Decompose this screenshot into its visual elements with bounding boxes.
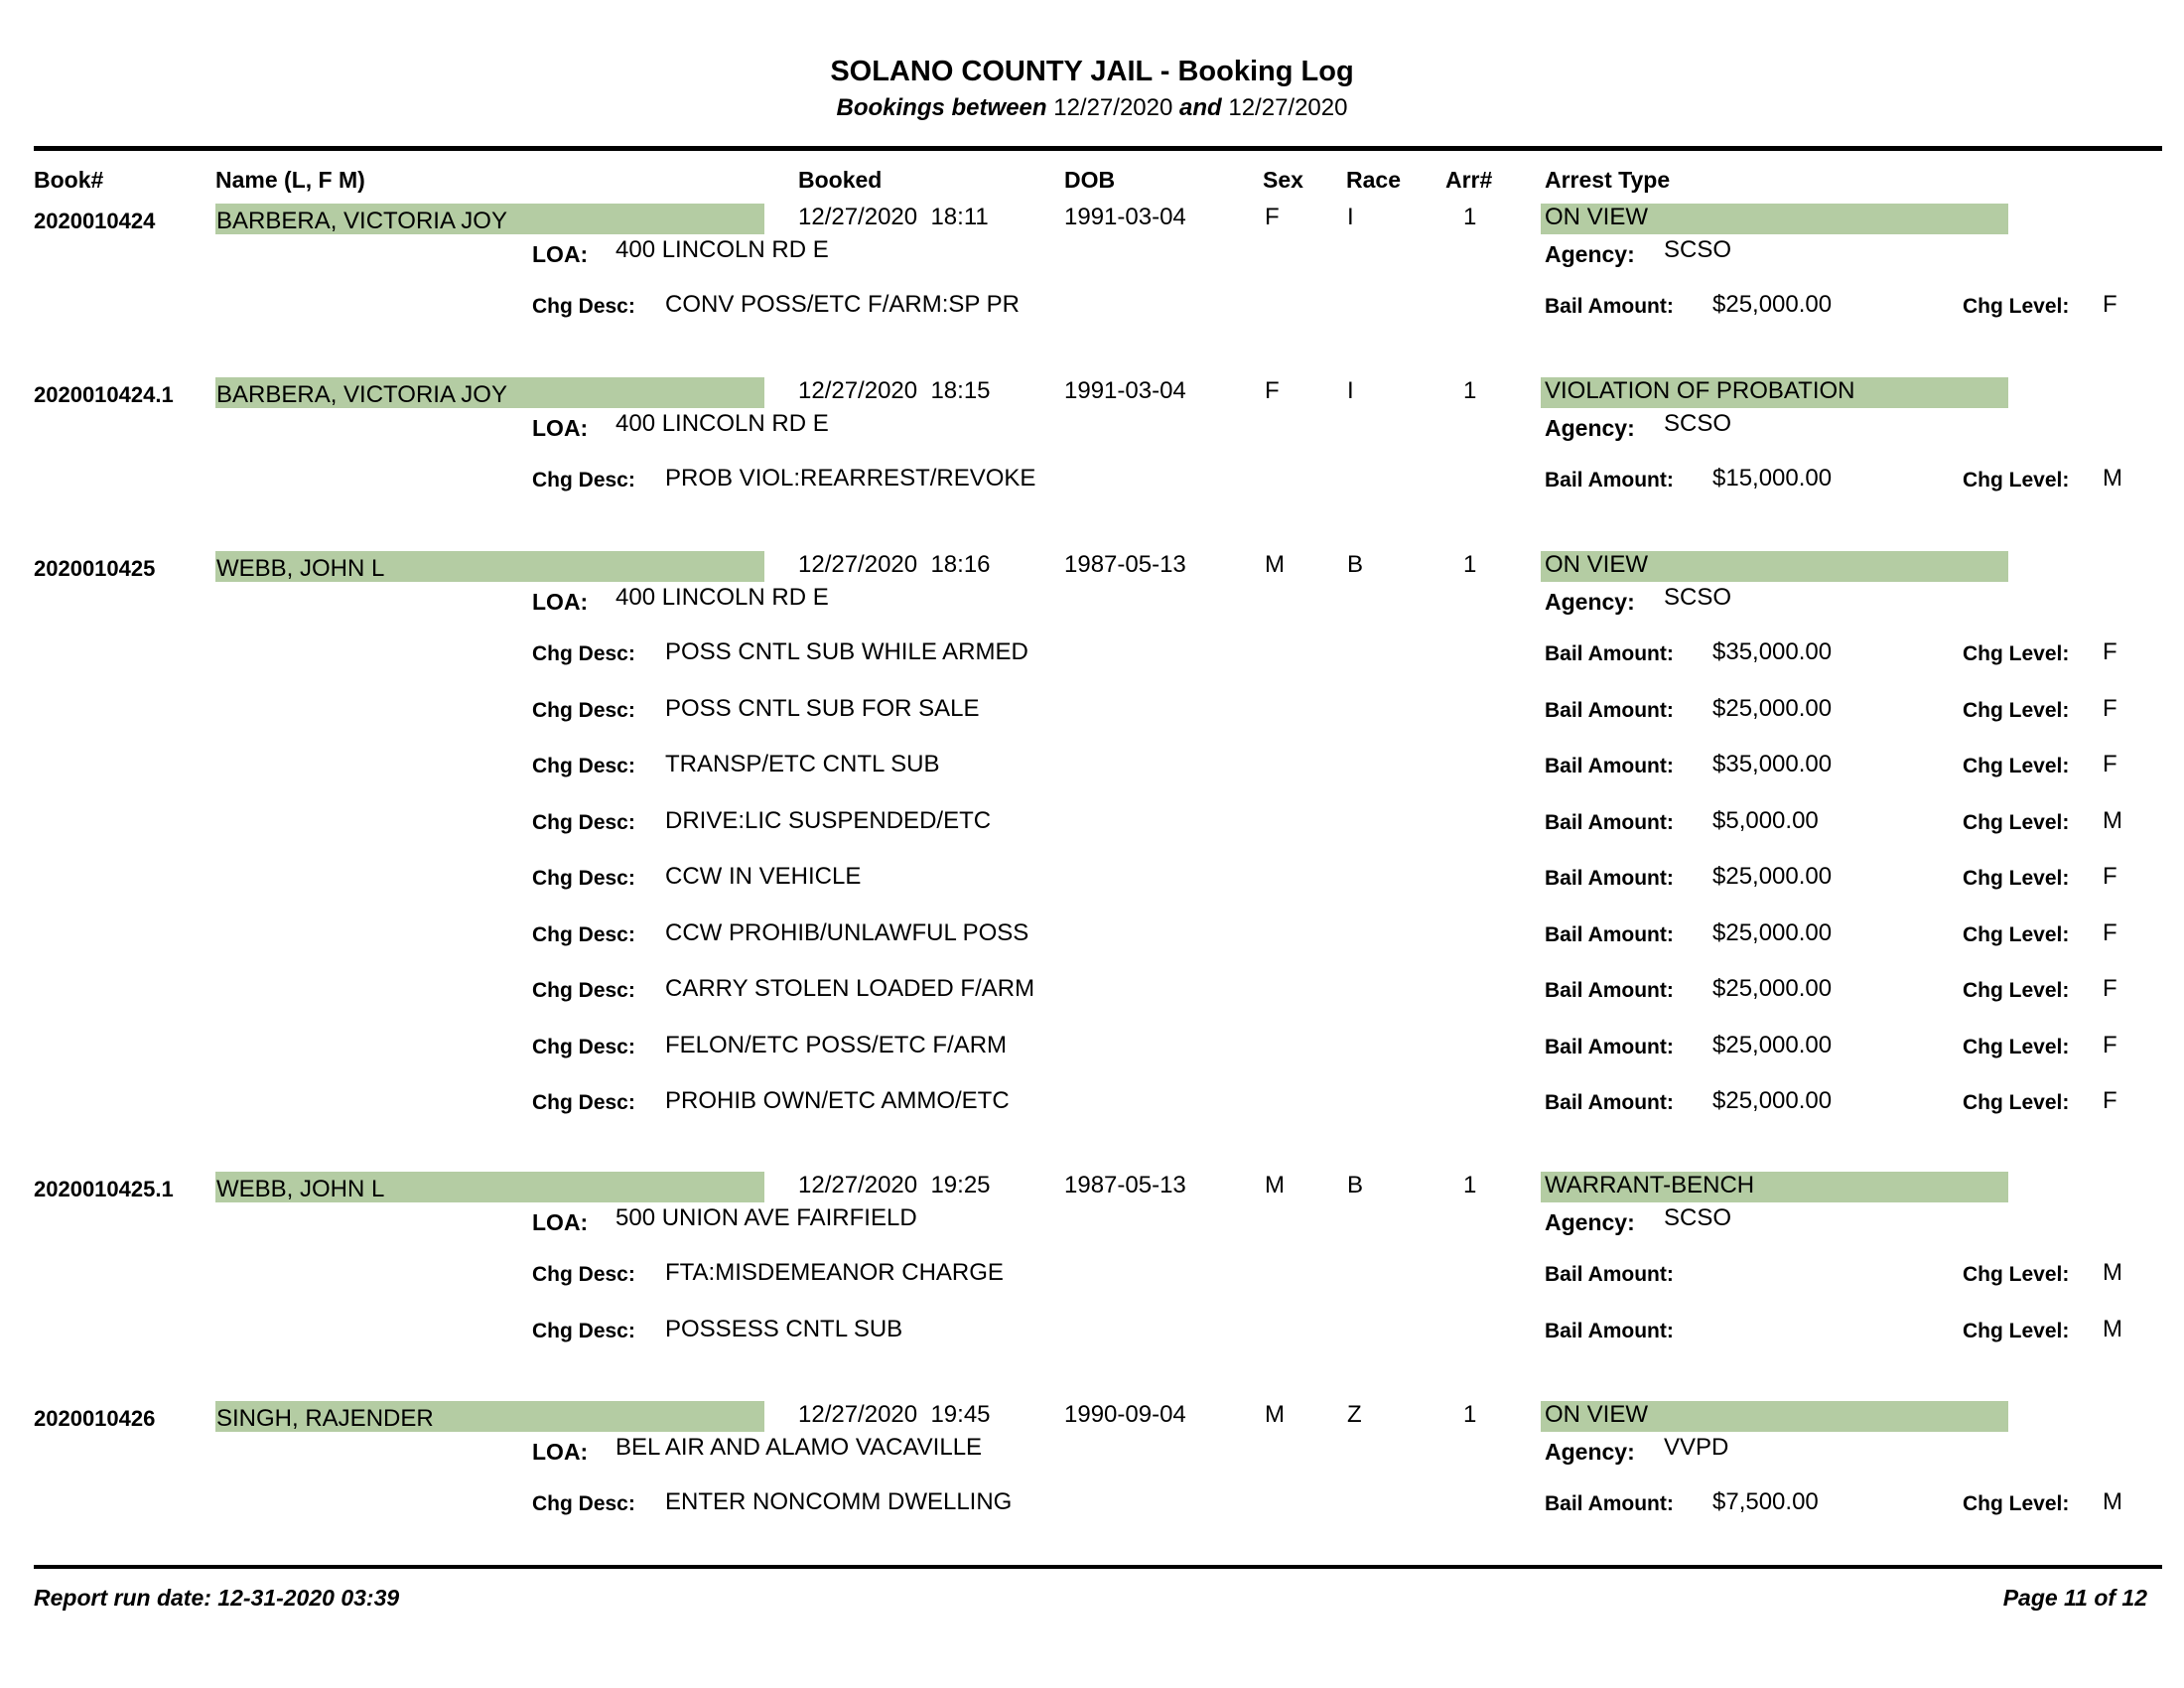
agency-label: Agency:	[1545, 415, 1635, 441]
page-number: Page 11 of 12	[2002, 1585, 2147, 1611]
loa-value: 400 LINCOLN RD E	[615, 236, 829, 263]
charge-level: F	[2103, 291, 2117, 318]
charge-level-label: Chg Level:	[1963, 810, 2070, 834]
charge-level: F	[2103, 1087, 2117, 1114]
charge-desc-label: Chg Desc:	[532, 295, 635, 318]
bail-amount-label: Bail Amount:	[1545, 810, 1674, 834]
top-rule	[34, 146, 2162, 151]
charge-level-label: Chg Level:	[1963, 755, 2070, 777]
booked-datetime: 12/27/2020 19:45	[798, 1401, 991, 1428]
bail-amount: $25,000.00	[1712, 863, 1833, 890]
charge-level: F	[2103, 863, 2117, 890]
arrest-number: 1	[1463, 1172, 1477, 1198]
bail-amount-label: Bail Amount:	[1545, 755, 1674, 777]
report-title: SOLANO COUNTY JAIL - Booking Log	[830, 56, 1354, 87]
charge-level-label: Chg Level:	[1963, 979, 2070, 1002]
charge-desc-label: Chg Desc:	[532, 755, 635, 777]
inmate-name: BARBERA, VICTORIA JOY	[216, 208, 507, 234]
charge-description: CCW PROHIB/UNLAWFUL POSS	[665, 918, 1029, 946]
loa-value: 400 LINCOLN RD E	[615, 410, 829, 437]
booked-datetime: 12/27/2020 18:15	[798, 377, 991, 404]
date-of-birth: 1991-03-04	[1064, 377, 1186, 404]
race-value: I	[1347, 204, 1354, 230]
loa-label: LOA:	[532, 241, 589, 267]
charge-desc-label: Chg Desc:	[532, 469, 635, 492]
charge-description: CONV POSS/ETC F/ARM:SP PR	[665, 291, 1020, 318]
race-value: B	[1347, 1172, 1364, 1198]
bail-amount-label: Bail Amount:	[1545, 1492, 1674, 1515]
charge-desc-label: Chg Desc:	[532, 979, 635, 1002]
sex-value: M	[1265, 551, 1285, 578]
bail-amount: $25,000.00	[1712, 975, 1833, 1002]
col-header-booked: Booked	[798, 167, 883, 193]
arrest-type: ON VIEW	[1545, 551, 1649, 578]
bail-amount: $25,000.00	[1712, 694, 1833, 722]
charge-description: PROHIB OWN/ETC AMMO/ETC	[665, 1087, 1010, 1114]
arrest-type: ON VIEW	[1545, 1401, 1649, 1428]
bail-amount-label: Bail Amount:	[1545, 867, 1674, 890]
charge-level: M	[2103, 465, 2122, 492]
charge-description: FTA:MISDEMEANOR CHARGE	[665, 1259, 1004, 1286]
charge-level-label: Chg Level:	[1963, 1492, 2070, 1515]
charge-level: F	[2103, 975, 2117, 1002]
charge-level-label: Chg Level:	[1963, 867, 2070, 890]
sex-value: F	[1265, 377, 1280, 404]
agency-label: Agency:	[1545, 1209, 1635, 1235]
charge-desc-label: Chg Desc:	[532, 1319, 635, 1342]
bail-amount-label: Bail Amount:	[1545, 1263, 1674, 1286]
charge-desc-label: Chg Desc:	[532, 1035, 635, 1058]
charge-description: PROB VIOL:REARREST/REVOKE	[665, 465, 1036, 492]
bottom-rule	[34, 1565, 2162, 1569]
loa-label: LOA:	[532, 589, 589, 615]
charge-description: POSSESS CNTL SUB	[665, 1315, 903, 1342]
charge-level: F	[2103, 638, 2117, 665]
booked-datetime: 12/27/2020 19:25	[798, 1172, 991, 1198]
charge-desc-label: Chg Desc:	[532, 698, 635, 722]
book-number: 2020010424.1	[34, 382, 174, 407]
col-header-dob: DOB	[1064, 167, 1116, 193]
arrest-number: 1	[1463, 551, 1477, 578]
bail-amount-label: Bail Amount:	[1545, 698, 1674, 722]
report-subtitle	[0, 94, 2184, 122]
arrest-number: 1	[1463, 204, 1477, 230]
charge-desc-label: Chg Desc:	[532, 1492, 635, 1515]
agency-value: SCSO	[1664, 236, 1732, 263]
loa-label: LOA:	[532, 1439, 589, 1465]
charge-desc-label: Chg Desc:	[532, 1263, 635, 1286]
charge-level: M	[2103, 1315, 2122, 1342]
col-header-book: Book#	[34, 167, 104, 193]
bail-amount-label: Bail Amount:	[1545, 642, 1674, 665]
charge-level-label: Chg Level:	[1963, 295, 2070, 318]
date-of-birth: 1987-05-13	[1064, 1172, 1186, 1198]
loa-value: BEL AIR AND ALAMO VACAVILLE	[615, 1434, 983, 1461]
charge-level: M	[2103, 1488, 2122, 1515]
race-value: I	[1347, 377, 1354, 404]
charge-desc-label: Chg Desc:	[532, 922, 635, 946]
sex-value: F	[1265, 204, 1280, 230]
loa-value: 400 LINCOLN RD E	[615, 584, 829, 611]
charge-level: M	[2103, 806, 2122, 834]
charge-description: CCW IN VEHICLE	[665, 863, 862, 890]
book-number: 2020010424	[34, 209, 156, 233]
date-of-birth: 1991-03-04	[1064, 204, 1186, 230]
charge-level-label: Chg Level:	[1963, 698, 2070, 722]
booked-datetime: 12/27/2020 18:16	[798, 551, 991, 578]
charge-description: POSS CNTL SUB FOR SALE	[665, 694, 980, 722]
charge-level: F	[2103, 751, 2117, 777]
race-value: B	[1347, 551, 1364, 578]
race-value: Z	[1347, 1401, 1362, 1428]
inmate-name: WEBB, JOHN L	[216, 555, 385, 582]
inmate-name: BARBERA, VICTORIA JOY	[216, 381, 507, 408]
charge-description: CARRY STOLEN LOADED F/ARM	[665, 975, 1035, 1002]
charge-level-label: Chg Level:	[1963, 469, 2070, 492]
bail-amount: $35,000.00	[1712, 638, 1833, 665]
agency-label: Agency:	[1545, 589, 1635, 615]
book-number: 2020010425.1	[34, 1177, 174, 1201]
bail-amount: $15,000.00	[1712, 465, 1833, 492]
arrest-type: WARRANT-BENCH	[1545, 1172, 1755, 1198]
agency-value: SCSO	[1664, 584, 1732, 611]
charge-level-label: Chg Level:	[1963, 1319, 2070, 1342]
agency-label: Agency:	[1545, 241, 1635, 267]
inmate-name: WEBB, JOHN L	[216, 1176, 385, 1202]
charge-level-label: Chg Level:	[1963, 1263, 2070, 1286]
bail-amount-label: Bail Amount:	[1545, 1319, 1674, 1342]
arrest-type: ON VIEW	[1545, 204, 1649, 230]
date-to: 12/27/2020	[1228, 94, 1348, 121]
charge-level-label: Chg Level:	[1963, 1091, 2070, 1114]
agency-value: VVPD	[1664, 1434, 1729, 1461]
charge-level: F	[2103, 918, 2117, 946]
loa-label: LOA:	[532, 1209, 589, 1235]
date-of-birth: 1987-05-13	[1064, 551, 1186, 578]
booked-datetime: 12/27/2020 18:11	[798, 204, 989, 230]
bail-amount: $25,000.00	[1712, 918, 1833, 946]
loa-label: LOA:	[532, 415, 589, 441]
col-header-name: Name (L, F M)	[215, 167, 365, 193]
book-number: 2020010425	[34, 556, 156, 581]
charge-description: ENTER NONCOMM DWELLING	[665, 1488, 1013, 1515]
date-from: 12/27/2020	[1053, 94, 1173, 121]
date-of-birth: 1990-09-04	[1064, 1401, 1186, 1428]
bail-amount: $25,000.00	[1712, 291, 1833, 318]
bail-amount-label: Bail Amount:	[1545, 979, 1674, 1002]
agency-value: SCSO	[1664, 410, 1732, 437]
subtitle-and: and	[1179, 94, 1222, 121]
bail-amount-label: Bail Amount:	[1545, 469, 1674, 492]
charge-desc-label: Chg Desc:	[532, 642, 635, 665]
charge-level: F	[2103, 694, 2117, 722]
bail-amount: $5,000.00	[1712, 806, 1819, 834]
col-header-arrest-type: Arrest Type	[1545, 167, 1671, 193]
charge-description: DRIVE:LIC SUSPENDED/ETC	[665, 806, 992, 834]
charge-desc-label: Chg Desc:	[532, 867, 635, 890]
charge-desc-label: Chg Desc:	[532, 1091, 635, 1114]
book-number: 2020010426	[34, 1406, 156, 1431]
arrest-type: VIOLATION OF PROBATION	[1545, 377, 1855, 404]
bail-amount: $35,000.00	[1712, 751, 1833, 777]
agency-label: Agency:	[1545, 1439, 1635, 1465]
arrest-number: 1	[1463, 377, 1477, 404]
sex-value: M	[1265, 1401, 1285, 1428]
report-run-date: Report run date: 12-31-2020 03:39	[34, 1585, 400, 1611]
bail-amount: $7,500.00	[1712, 1488, 1819, 1515]
bail-amount: $25,000.00	[1712, 1087, 1833, 1114]
loa-value: 500 UNION AVE FAIRFIELD	[615, 1204, 917, 1231]
col-header-arr: Arr#	[1445, 167, 1493, 193]
inmate-name: SINGH, RAJENDER	[216, 1405, 434, 1432]
charge-level-label: Chg Level:	[1963, 922, 2070, 946]
bail-amount-label: Bail Amount:	[1545, 1035, 1674, 1058]
subtitle-prefix: Bookings between	[836, 94, 1047, 121]
sex-value: M	[1265, 1172, 1285, 1198]
charge-level-label: Chg Level:	[1963, 1035, 2070, 1058]
agency-value: SCSO	[1664, 1204, 1732, 1231]
col-header-race: Race	[1346, 167, 1401, 193]
bail-amount-label: Bail Amount:	[1545, 1091, 1674, 1114]
bail-amount-label: Bail Amount:	[1545, 295, 1674, 318]
col-header-sex: Sex	[1263, 167, 1303, 193]
charge-description: POSS CNTL SUB WHILE ARMED	[665, 638, 1028, 665]
arrest-number: 1	[1463, 1401, 1477, 1428]
charge-description: TRANSP/ETC CNTL SUB	[665, 751, 940, 777]
charge-desc-label: Chg Desc:	[532, 810, 635, 834]
bail-amount: $25,000.00	[1712, 1031, 1833, 1058]
charge-level: F	[2103, 1031, 2117, 1058]
bail-amount-label: Bail Amount:	[1545, 922, 1674, 946]
charge-level-label: Chg Level:	[1963, 642, 2070, 665]
charge-level: M	[2103, 1259, 2122, 1286]
charge-description: FELON/ETC POSS/ETC F/ARM	[665, 1031, 1008, 1058]
